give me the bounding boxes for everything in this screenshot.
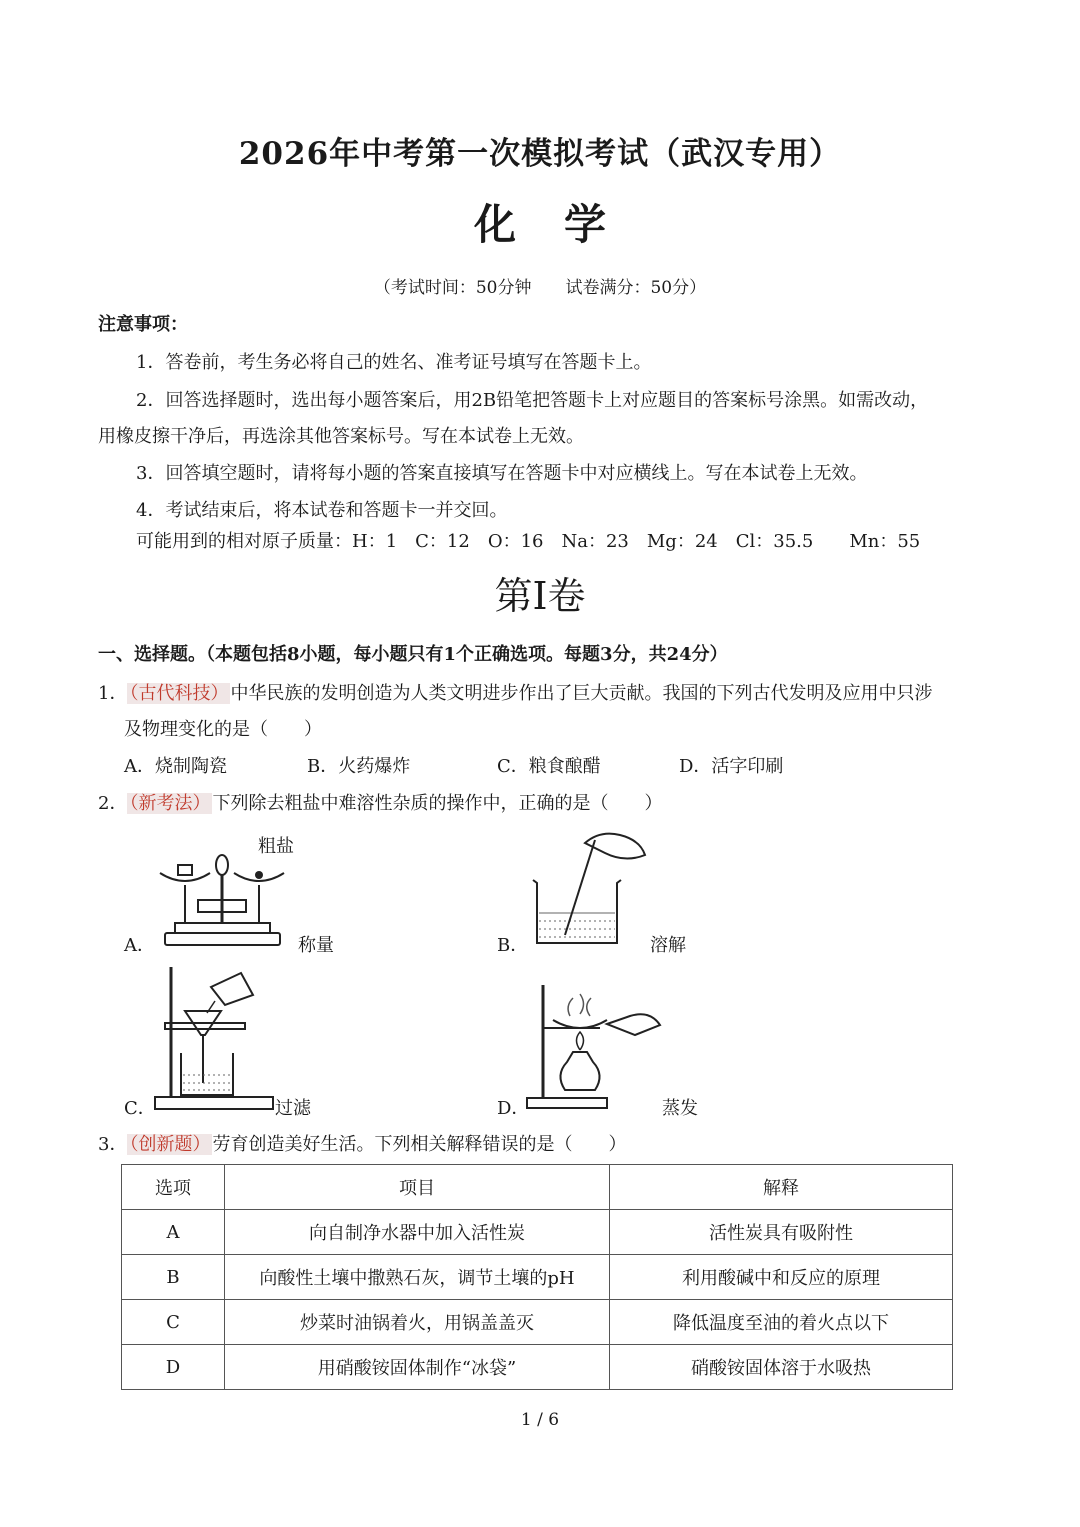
table-cell: B <box>122 1255 225 1300</box>
exam-info: （考试时间：50分钟 试卷满分：50分） <box>373 278 707 298</box>
table-cell: A <box>122 1210 225 1255</box>
table-cell: 炒菜时油锅着火，用锅盖盖灭 <box>225 1300 610 1345</box>
notice-item-3: 3．回答填空题时，请将每小题的答案直接填写在答题卡中对应横线上。写在本试卷上无效。 <box>136 463 868 484</box>
beaker-stirring-figure <box>525 825 650 947</box>
table-row <box>122 1255 953 1300</box>
notice-item-4: 4．考试结束后，将本试卷和答题卡一并交回。 <box>136 500 508 521</box>
table-cell: 活性炭具有吸附性 <box>610 1210 953 1255</box>
table-row <box>122 1300 953 1345</box>
figure-c-caption: 过滤 <box>275 1098 311 1119</box>
question-tag: （新考法） <box>129 793 211 814</box>
question-text: 劳育创造美好生活。下列相关解释错误的是（ ） <box>212 1134 627 1155</box>
table-row <box>122 1345 953 1390</box>
question-1-cont: 及物理变化的是（ ） <box>124 719 322 740</box>
table-cell: 向酸性土壤中撒熟石灰，调节土壤的pH <box>225 1255 610 1300</box>
balance-figure <box>150 845 295 950</box>
figure-b-caption: 溶解 <box>650 935 686 956</box>
table-cell: C <box>122 1300 225 1345</box>
exam-title: 2026年中考第一次模拟考试（武汉专用） <box>238 136 842 172</box>
part-heading: 一、选择题。（本题包括8小题，每小题只有1个正确选项。每题3分，共24分） <box>98 644 728 665</box>
q1-option-a: A．烧制陶瓷 <box>124 756 227 777</box>
table-cell: 利用酸碱中和反应的原理 <box>610 1255 953 1300</box>
subject-title: 化学 <box>473 200 654 249</box>
table-header: 选项 <box>122 1165 225 1210</box>
table-cell: 向自制净水器中加入活性炭 <box>225 1210 610 1255</box>
figure-b-letter: B． <box>497 935 529 956</box>
figure-a-note: 粗盐 <box>258 836 294 857</box>
notice-heading: 注意事项： <box>98 314 188 335</box>
q3-table <box>121 1164 953 1390</box>
notice-item-1: 1．答卷前，考生务必将自己的姓名、准考证号填写在答题卡上。 <box>136 352 652 373</box>
figure-d-caption: 蒸发 <box>662 1098 698 1119</box>
question-text: 下列除去粗盐中难溶性杂质的操作中，正确的是（ ） <box>212 793 663 814</box>
question-3 <box>98 1130 626 1156</box>
table-cell: 用硝酸铵固体制作“冰袋” <box>225 1345 610 1390</box>
q1-option-b: B．火药爆炸 <box>307 756 411 777</box>
q1-option-c: C．粮食酿醋 <box>497 756 601 777</box>
figure-a-letter: A． <box>124 935 155 956</box>
page-number: 1 / 6 <box>520 1410 560 1430</box>
table-header: 项目 <box>225 1165 610 1210</box>
question-number: 2． <box>98 793 128 814</box>
q1-option-d: D．活字印刷 <box>679 756 784 777</box>
question-text: 中华民族的发明创造为人类文明进步作出了巨大贡献。我国的下列古代发明及应用中只涉 <box>230 683 933 704</box>
filtration-figure <box>153 965 278 1113</box>
table-header: 解释 <box>610 1165 953 1210</box>
atomic-mass-line: 可能用到的相对原子质量：H：1 C：12 O：16 Na：23 Mg：24 Cl：35.5 Mn：55 <box>136 531 921 552</box>
table-row <box>122 1210 953 1255</box>
question-number: 3． <box>98 1134 128 1155</box>
notice-item-2: 2．回答选择题时，选出每小题答案后，用2B铅笔把答题卡上对应题目的答案标号涂黑。如需改动， <box>136 390 929 411</box>
question-1 <box>98 679 932 705</box>
table-cell: 硝酸铵固体溶于水吸热 <box>610 1345 953 1390</box>
question-number: 1． <box>98 683 128 704</box>
figure-c-letter: C． <box>124 1098 156 1119</box>
figure-d-letter: D． <box>497 1098 530 1119</box>
table-header-row <box>122 1165 953 1210</box>
question-tag: （古代科技） <box>129 683 229 704</box>
table-cell: 降低温度至油的着火点以下 <box>610 1300 953 1345</box>
question-tag: （创新题） <box>129 1134 211 1155</box>
section-title: 第Ⅰ卷 <box>494 574 586 618</box>
evaporation-figure <box>525 980 665 1112</box>
notice-item-2-cont: 用橡皮擦干净后，再选涂其他答案标号。写在本试卷上无效。 <box>98 426 584 447</box>
table-cell: D <box>122 1345 225 1390</box>
question-2 <box>98 789 662 815</box>
figure-a-caption: 称量 <box>298 935 334 956</box>
